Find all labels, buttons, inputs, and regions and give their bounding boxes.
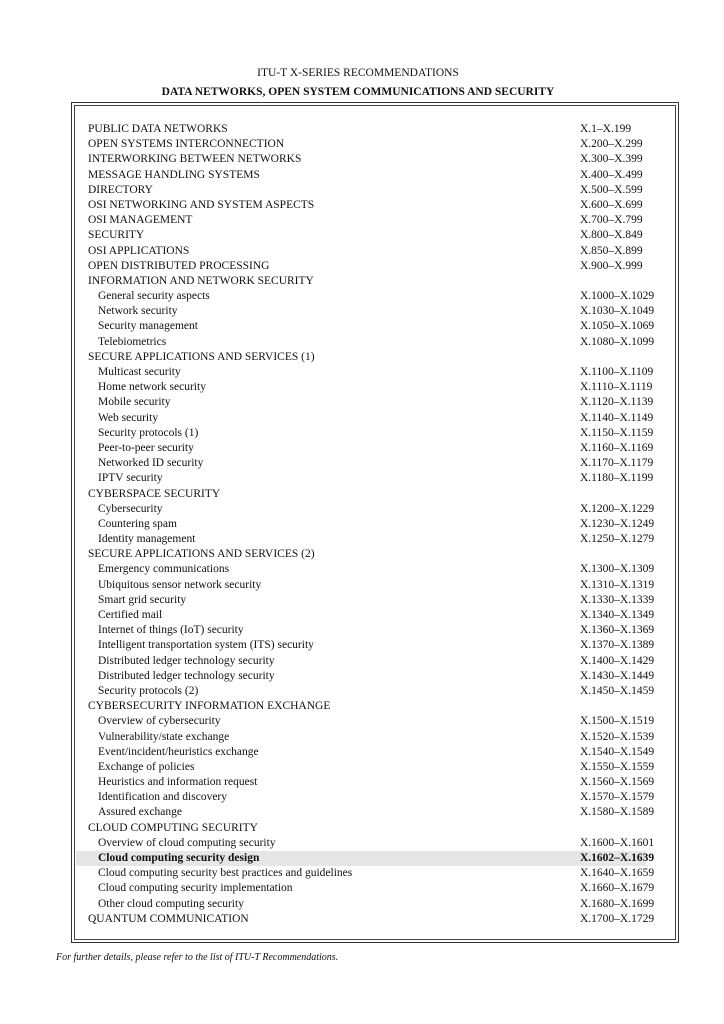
item-label: Security protocols (1) — [98, 426, 199, 439]
item-label: Assured exchange — [98, 806, 182, 819]
section-heading — [0, 183, 724, 198]
list-item — [0, 319, 724, 334]
section-heading — [0, 152, 724, 167]
item-label: IPTV security — [98, 472, 163, 485]
item-label: Identity management — [98, 533, 196, 546]
item-range: X.850–X.899 — [580, 244, 643, 257]
item-label: Smart grid security — [98, 593, 187, 606]
item-label: Networked ID security — [98, 457, 204, 470]
item-range: X.1310–X.1319 — [580, 578, 655, 591]
list-item — [0, 532, 724, 547]
item-label: Identification and discovery — [98, 791, 228, 804]
section-heading — [0, 274, 724, 289]
list-item — [0, 456, 724, 471]
item-label: OPEN SYSTEMS INTERCONNECTION — [88, 138, 285, 151]
item-label: Certified mail — [98, 609, 163, 621]
list-item — [0, 730, 724, 745]
section-heading — [0, 122, 724, 137]
section-heading — [0, 259, 724, 274]
item-range: X.1540–X.1549 — [580, 745, 655, 758]
item-label: Vulnerability/state exchange — [98, 730, 230, 743]
item-label: INTERWORKING BETWEEN NETWORKS — [88, 153, 302, 166]
section-heading — [0, 487, 724, 502]
item-label: Distributed ledger technology security — [98, 669, 275, 682]
item-label: CYBERSPACE SECURITY — [88, 487, 221, 500]
item-range: X.1050–X.1069 — [580, 320, 655, 333]
item-label: Intelligent transportation system (ITS) security — [98, 639, 314, 652]
item-range: X.1150–X.1159 — [580, 426, 654, 439]
item-range: X.700–X.799 — [580, 214, 643, 227]
item-range: X.1080–X.1099 — [580, 335, 655, 348]
item-range: X.1100–X.1109 — [580, 366, 654, 378]
recommendations-list — [0, 122, 724, 927]
list-item — [76, 851, 655, 866]
list-item — [0, 760, 724, 775]
item-label: DIRECTORY — [88, 183, 153, 196]
item-label: Cloud computing security best practices and guidelines — [98, 867, 353, 880]
item-range: X.1120–X.1139 — [580, 396, 654, 409]
item-label: PUBLIC DATA NETWORKS — [88, 123, 228, 135]
list-item — [0, 881, 724, 896]
list-item — [0, 426, 724, 441]
item-label: Countering spam — [98, 517, 177, 530]
item-range: X.1–X.199 — [580, 123, 632, 135]
item-range: X.1360–X.1369 — [580, 624, 655, 637]
list-item — [0, 471, 724, 486]
item-range: X.1230–X.1249 — [580, 517, 655, 530]
section-heading — [0, 821, 724, 836]
item-range: X.1340–X.1349 — [580, 609, 655, 621]
item-range: X.1030–X.1049 — [580, 305, 655, 318]
item-range: X.1370–X.1389 — [580, 639, 655, 652]
item-label: SECURE APPLICATIONS AND SERVICES (1) — [88, 350, 315, 363]
list-item — [0, 866, 724, 881]
item-label: Event/incident/heuristics exchange — [98, 745, 259, 758]
item-label: SECURE APPLICATIONS AND SERVICES (2) — [88, 548, 315, 561]
item-range: X.1160–X.1169 — [580, 441, 654, 454]
item-label: Cloud computing security design — [98, 852, 260, 864]
item-label: Exchange of policies — [98, 760, 195, 773]
item-label: Heuristics and information request — [98, 776, 258, 789]
item-label: Distributed ledger technology security — [98, 654, 275, 667]
page-title: DATA NETWORKS, OPEN SYSTEM COMMUNICATIONS AND SECURITY — [161, 86, 555, 98]
item-range: X.300–X.399 — [580, 153, 643, 166]
item-range: X.800–X.849 — [580, 229, 643, 242]
item-range: X.1500–X.1519 — [580, 715, 655, 728]
item-range: X.1450–X.1459 — [580, 684, 655, 697]
list-item — [0, 441, 724, 456]
item-label: Mobile security — [98, 396, 171, 409]
item-range: X.1660–X.1679 — [580, 882, 655, 895]
list-item — [0, 654, 724, 669]
item-range: X.1200–X.1229 — [580, 502, 655, 515]
item-label: Security management — [98, 320, 198, 333]
item-label: Cloud computing security implementation — [98, 882, 293, 895]
item-label: Security protocols (2) — [98, 684, 199, 697]
item-range: X.1580–X.1589 — [580, 806, 655, 819]
list-item — [0, 669, 724, 684]
item-range: X.1180–X.1199 — [580, 472, 654, 485]
item-label: Telebiometrics — [98, 335, 167, 348]
item-range: X.1110–X.1119 — [580, 381, 653, 394]
item-range: X.1600–X.1601 — [580, 836, 655, 849]
item-range: X.1430–X.1449 — [580, 669, 655, 682]
item-range: X.1570–X.1579 — [580, 791, 655, 804]
list-item — [0, 365, 724, 380]
item-label: Cybersecurity — [98, 502, 163, 515]
item-range: X.900–X.999 — [580, 259, 643, 272]
list-item — [0, 395, 724, 410]
item-range: X.400–X.499 — [580, 168, 643, 181]
item-label: Ubiquitous sensor network security — [98, 578, 262, 591]
item-label: Emergency communications — [98, 563, 230, 576]
item-label: CLOUD COMPUTING SECURITY — [88, 821, 258, 834]
item-range: X.1640–X.1659 — [580, 867, 655, 880]
item-range: X.1560–X.1569 — [580, 776, 655, 789]
series-title: ITU-T X-SERIES RECOMMENDATIONS — [257, 67, 459, 79]
list-item — [0, 335, 724, 350]
section-heading — [0, 137, 724, 152]
list-item — [0, 517, 724, 532]
item-label: General security aspects — [98, 290, 210, 303]
list-item — [0, 578, 724, 593]
section-heading — [0, 350, 724, 365]
list-item — [0, 714, 724, 729]
item-label: Internet of things (IoT) security — [98, 624, 244, 637]
item-range: X.1330–X.1339 — [580, 593, 655, 606]
list-item — [0, 304, 724, 319]
item-label: Network security — [98, 305, 178, 318]
item-label: Web security — [98, 411, 159, 424]
item-range: X.1550–X.1559 — [580, 760, 655, 773]
list-item — [0, 836, 724, 851]
section-heading — [0, 198, 724, 213]
item-range: X.1680–X.1699 — [580, 897, 655, 910]
list-item — [0, 289, 724, 304]
section-heading — [0, 912, 724, 927]
section-heading — [0, 213, 724, 228]
item-label: OPEN DISTRIBUTED PROCESSING — [88, 259, 270, 272]
item-label: MESSAGE HANDLING SYSTEMS — [88, 168, 260, 181]
item-range: X.500–X.599 — [580, 183, 643, 196]
list-item — [0, 805, 724, 820]
list-item — [0, 745, 724, 760]
section-heading — [0, 547, 724, 562]
item-range: X.1140–X.1149 — [580, 411, 654, 424]
item-label: QUANTUM COMMUNICATION — [88, 912, 249, 925]
item-range: X.600–X.699 — [580, 198, 643, 211]
item-range: X.1520–X.1539 — [580, 730, 655, 743]
item-label: Overview of cybersecurity — [98, 715, 221, 728]
list-item — [0, 623, 724, 638]
item-range: X.1170–X.1179 — [580, 457, 654, 470]
item-label: Home network security — [98, 381, 206, 394]
list-item — [0, 562, 724, 577]
list-item — [0, 638, 724, 653]
item-label: INFORMATION AND NETWORK SECURITY — [88, 274, 314, 287]
item-label: OSI APPLICATIONS — [88, 244, 190, 257]
item-range: X.1700–X.1729 — [580, 912, 655, 925]
item-label: SECURITY — [88, 229, 145, 242]
list-item — [0, 593, 724, 608]
section-heading — [0, 244, 724, 259]
section-heading — [0, 699, 724, 714]
section-heading — [0, 228, 724, 243]
item-range: X.1000–X.1029 — [580, 290, 655, 303]
item-label: Multicast security — [98, 366, 181, 378]
item-label: Peer-to-peer security — [98, 441, 194, 454]
list-item — [0, 897, 724, 912]
list-item — [0, 775, 724, 790]
item-label: Overview of cloud computing security — [98, 836, 276, 849]
item-range: X.1400–X.1429 — [580, 654, 655, 667]
item-label: CYBERSECURITY INFORMATION EXCHANGE — [88, 700, 331, 713]
list-item — [0, 502, 724, 517]
item-label: OSI MANAGEMENT — [88, 214, 193, 227]
footnote: For further details, please refer to the list of ITU-T Recommendations. — [56, 952, 339, 963]
list-item — [0, 411, 724, 426]
item-range: X.1250–X.1279 — [580, 533, 655, 546]
item-range: X.1300–X.1309 — [580, 563, 655, 576]
section-heading — [0, 168, 724, 183]
list-item — [0, 608, 724, 623]
item-label: Other cloud computing security — [98, 897, 244, 910]
list-item — [0, 790, 724, 805]
item-range: X.1602–X.1639 — [580, 852, 655, 864]
item-label: OSI NETWORKING AND SYSTEM ASPECTS — [88, 198, 315, 211]
list-item — [0, 380, 724, 395]
list-item — [0, 684, 724, 699]
item-range: X.200–X.299 — [580, 138, 643, 151]
